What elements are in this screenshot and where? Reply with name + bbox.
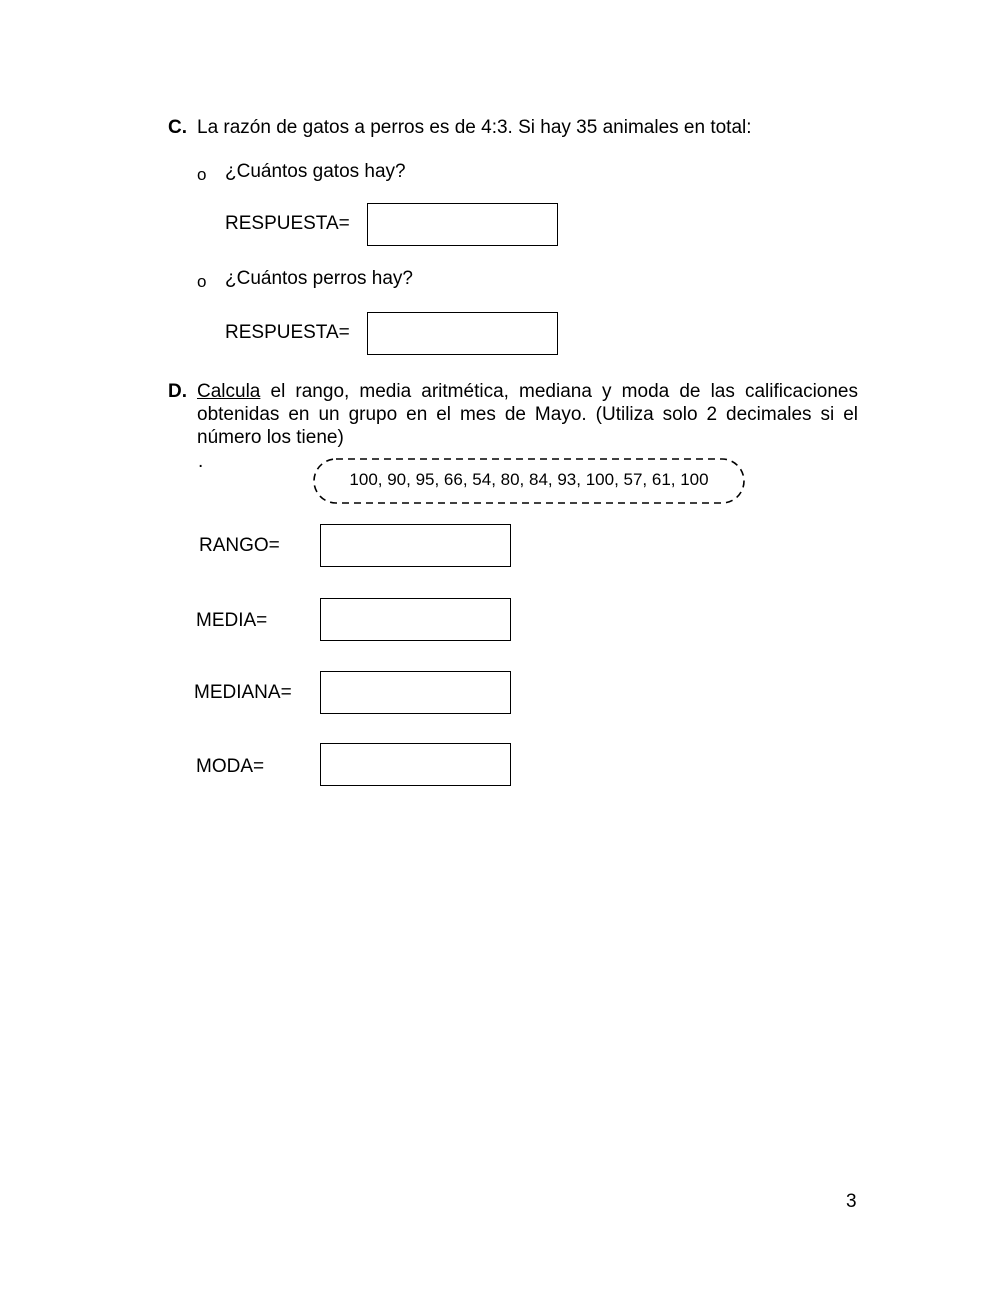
bullet-icon: o: [197, 165, 207, 184]
section-c-letter: C.: [168, 117, 187, 138]
answer-input-cats[interactable]: [367, 203, 558, 246]
moda-input[interactable]: [320, 743, 511, 786]
mediana-input[interactable]: [320, 671, 511, 714]
section-d-prompt: [197, 380, 858, 449]
mediana-label: MEDIANA=: [194, 682, 292, 703]
section-d-prompt-rest: el rango, media aritmética, mediana y moda de las calificaciones obtenidas en un grupo en el mes de Mayo. (Utiliza solo 2 decimales si el número los tiene): [197, 381, 858, 448]
answer-input-dogs[interactable]: [367, 312, 558, 355]
rango-input[interactable]: [320, 524, 511, 567]
answer-label-cats: RESPUESTA=: [225, 213, 350, 234]
answer-label-dogs: RESPUESTA=: [225, 322, 350, 343]
stray-dot: .: [198, 451, 204, 472]
section-c-prompt: La razón de gatos a perros es de 4:3. Si hay 35 animales en total:: [197, 117, 752, 138]
bullet-icon: o: [197, 272, 207, 291]
section-d-prompt-underlined: Calcula: [197, 381, 261, 402]
page-number: 3: [846, 1191, 857, 1212]
data-values-text: 100, 90, 95, 66, 54, 80, 84, 93, 100, 57, 61, 100: [349, 470, 709, 489]
moda-label: MODA=: [196, 756, 265, 777]
section-d-letter: D.: [168, 381, 187, 402]
media-input[interactable]: [320, 598, 511, 641]
rango-label: RANGO=: [199, 535, 280, 556]
question-cats: ¿Cuántos gatos hay?: [225, 161, 406, 182]
media-label: MEDIA=: [196, 610, 268, 631]
question-dogs: ¿Cuántos perros hay?: [225, 268, 413, 289]
